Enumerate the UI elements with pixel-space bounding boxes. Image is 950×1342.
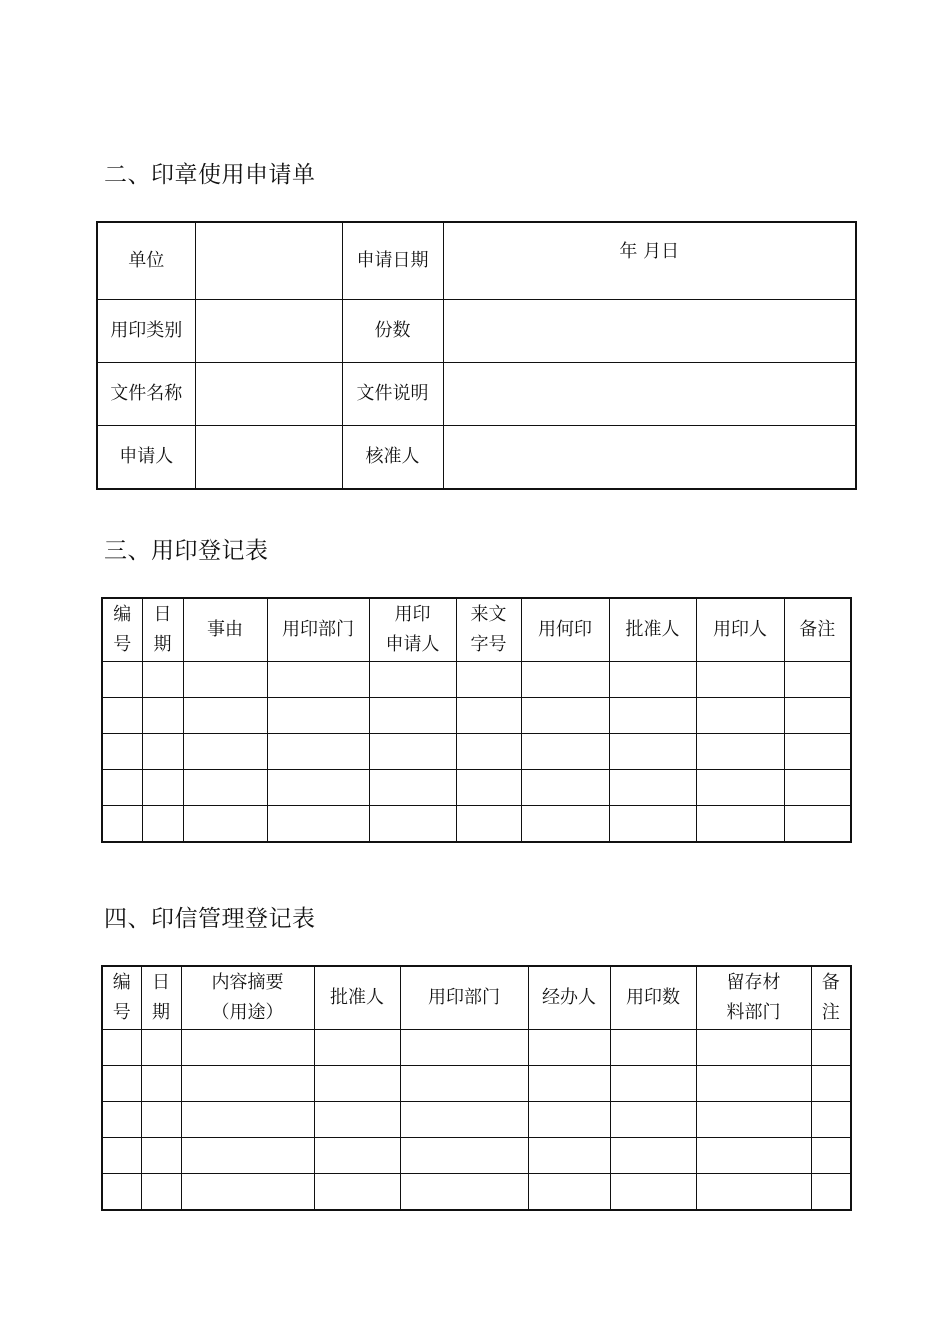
table-cell[interactable] bbox=[141, 1138, 181, 1174]
table-cell[interactable] bbox=[610, 1102, 696, 1138]
seal-application-form bbox=[96, 221, 857, 490]
table-cell[interactable] bbox=[610, 1138, 696, 1174]
section-4-title: 四、印信管理登记表 bbox=[104, 906, 316, 932]
table-cell[interactable] bbox=[102, 1030, 141, 1066]
table-row bbox=[102, 734, 851, 770]
col-header bbox=[102, 966, 141, 1030]
col-header: 经办人 bbox=[528, 966, 610, 1030]
table-row bbox=[102, 1174, 851, 1211]
table-cell[interactable] bbox=[400, 1066, 528, 1102]
table-header-row bbox=[102, 598, 851, 662]
table-row bbox=[102, 770, 851, 806]
table-cell[interactable] bbox=[314, 1066, 400, 1102]
table-cell[interactable] bbox=[528, 1102, 610, 1138]
col-header-line: 留存材 bbox=[726, 972, 781, 993]
table-cell[interactable] bbox=[696, 1066, 811, 1102]
col-header: 用印人 bbox=[696, 598, 784, 662]
label-applicant: 申请人 bbox=[97, 426, 195, 490]
table-cell[interactable] bbox=[183, 806, 267, 843]
table-cell[interactable] bbox=[696, 1174, 811, 1211]
table-cell[interactable] bbox=[314, 1030, 400, 1066]
col-header-line: 期 bbox=[152, 1002, 170, 1023]
label-unit: 单位 bbox=[97, 222, 195, 300]
col-header-line: 申请人 bbox=[385, 634, 440, 655]
table-cell[interactable] bbox=[811, 1066, 851, 1102]
table-cell[interactable] bbox=[181, 1138, 314, 1174]
table-row bbox=[102, 1030, 851, 1066]
col-header-line: 来文 bbox=[470, 604, 507, 625]
table-cell[interactable] bbox=[696, 734, 784, 770]
table-row bbox=[102, 1102, 851, 1138]
table-cell[interactable] bbox=[521, 770, 609, 806]
table-cell[interactable] bbox=[696, 806, 784, 843]
table-row bbox=[102, 1138, 851, 1174]
col-header-line: 号 bbox=[113, 634, 132, 655]
table-cell[interactable] bbox=[102, 1102, 141, 1138]
table-cell[interactable] bbox=[314, 1102, 400, 1138]
table-cell[interactable] bbox=[267, 806, 369, 843]
table-cell[interactable] bbox=[102, 1174, 141, 1211]
col-header: 批准人 bbox=[314, 966, 400, 1030]
table-cell[interactable] bbox=[181, 1030, 314, 1066]
table-cell[interactable] bbox=[696, 1138, 811, 1174]
seal-management-log-table bbox=[101, 965, 852, 1211]
col-header: 用何印 bbox=[521, 598, 609, 662]
table-cell[interactable] bbox=[696, 1030, 811, 1066]
col-header bbox=[181, 966, 314, 1030]
table-cell[interactable] bbox=[784, 734, 851, 770]
table-row bbox=[102, 698, 851, 734]
table-cell[interactable] bbox=[369, 698, 456, 734]
col-header bbox=[456, 598, 521, 662]
table-cell[interactable] bbox=[609, 770, 696, 806]
table-cell[interactable] bbox=[528, 1174, 610, 1211]
seal-usage-log-table bbox=[101, 597, 852, 843]
field-approver[interactable] bbox=[443, 426, 856, 490]
label-apply-date: 申请日期 bbox=[342, 222, 443, 300]
col-header-line: 用印 bbox=[394, 604, 431, 625]
col-header bbox=[696, 966, 811, 1030]
table-cell[interactable] bbox=[610, 1030, 696, 1066]
col-header: 备注 bbox=[784, 598, 851, 662]
field-copies[interactable] bbox=[443, 300, 856, 363]
table-cell[interactable] bbox=[181, 1066, 314, 1102]
table-cell[interactable] bbox=[811, 1102, 851, 1138]
col-header-line: 编 bbox=[112, 972, 131, 993]
col-header-line: 料部门 bbox=[726, 1002, 781, 1023]
field-doc-desc[interactable] bbox=[443, 363, 856, 426]
table-cell[interactable] bbox=[696, 662, 784, 698]
table-cell[interactable] bbox=[267, 698, 369, 734]
table-cell[interactable] bbox=[609, 698, 696, 734]
table-cell[interactable] bbox=[369, 734, 456, 770]
col-header: 用印部门 bbox=[400, 966, 528, 1030]
table-cell[interactable] bbox=[267, 770, 369, 806]
col-header-line: 字号 bbox=[470, 634, 507, 655]
table-cell[interactable] bbox=[181, 1174, 314, 1211]
table-cell[interactable] bbox=[181, 1102, 314, 1138]
table-cell[interactable] bbox=[456, 770, 521, 806]
table-row bbox=[102, 806, 851, 843]
table-cell[interactable] bbox=[609, 806, 696, 843]
table-cell[interactable] bbox=[609, 662, 696, 698]
table-cell[interactable] bbox=[521, 662, 609, 698]
table-cell[interactable] bbox=[141, 1174, 181, 1211]
field-seal-type[interactable] bbox=[195, 300, 342, 363]
table-cell[interactable] bbox=[696, 770, 784, 806]
table-cell[interactable] bbox=[521, 734, 609, 770]
col-header bbox=[142, 598, 183, 662]
table-cell[interactable] bbox=[521, 698, 609, 734]
table-cell[interactable] bbox=[142, 662, 183, 698]
table-cell[interactable] bbox=[141, 1030, 181, 1066]
table-cell[interactable] bbox=[696, 698, 784, 734]
table-cell[interactable] bbox=[267, 734, 369, 770]
table-row bbox=[102, 1066, 851, 1102]
table-cell[interactable] bbox=[784, 698, 851, 734]
table-cell[interactable] bbox=[456, 806, 521, 843]
table-cell[interactable] bbox=[369, 770, 456, 806]
col-header-line: 日 bbox=[153, 604, 172, 625]
col-header bbox=[369, 598, 456, 662]
col-header: 事由 bbox=[183, 598, 267, 662]
label-seal-type: 用印类别 bbox=[97, 300, 195, 363]
table-cell[interactable] bbox=[521, 806, 609, 843]
label-copies: 份数 bbox=[342, 300, 443, 363]
field-applicant[interactable] bbox=[195, 426, 342, 490]
col-header-line: 内容摘要 bbox=[211, 972, 284, 993]
table-cell[interactable] bbox=[528, 1066, 610, 1102]
table-cell[interactable] bbox=[102, 1138, 141, 1174]
table-cell[interactable] bbox=[610, 1066, 696, 1102]
table-cell[interactable] bbox=[267, 662, 369, 698]
table-cell[interactable] bbox=[142, 770, 183, 806]
table-cell[interactable] bbox=[102, 770, 142, 806]
table-cell[interactable] bbox=[456, 698, 521, 734]
table-cell[interactable] bbox=[400, 1030, 528, 1066]
col-header-line: 备 bbox=[821, 972, 840, 993]
table-cell[interactable] bbox=[102, 734, 142, 770]
table-cell[interactable] bbox=[696, 1102, 811, 1138]
col-header: 用印数 bbox=[610, 966, 696, 1030]
table-cell[interactable] bbox=[142, 734, 183, 770]
col-header: 用印部门 bbox=[267, 598, 369, 662]
table-cell[interactable] bbox=[183, 662, 267, 698]
table-cell[interactable] bbox=[811, 1030, 851, 1066]
table-cell[interactable] bbox=[610, 1174, 696, 1211]
table-cell[interactable] bbox=[102, 698, 142, 734]
col-header-line: 期 bbox=[153, 634, 172, 655]
table-cell[interactable] bbox=[369, 806, 456, 843]
table-cell[interactable] bbox=[142, 698, 183, 734]
table-cell[interactable] bbox=[369, 662, 456, 698]
table-cell[interactable] bbox=[183, 770, 267, 806]
col-header-line: 编 bbox=[113, 604, 132, 625]
table-cell[interactable] bbox=[314, 1138, 400, 1174]
table-cell[interactable] bbox=[609, 734, 696, 770]
table-row bbox=[102, 662, 851, 698]
col-header bbox=[811, 966, 851, 1030]
table-cell[interactable] bbox=[314, 1174, 400, 1211]
table-cell[interactable] bbox=[528, 1030, 610, 1066]
col-header-line: 注 bbox=[821, 1002, 840, 1023]
table-cell[interactable] bbox=[811, 1174, 851, 1211]
table-cell[interactable] bbox=[141, 1102, 181, 1138]
table-cell[interactable] bbox=[183, 734, 267, 770]
table-cell[interactable] bbox=[400, 1102, 528, 1138]
label-doc-name: 文件名称 bbox=[97, 363, 195, 426]
field-apply-date[interactable]: 年 月日 bbox=[443, 222, 856, 300]
table-cell[interactable] bbox=[183, 698, 267, 734]
col-header bbox=[141, 966, 181, 1030]
label-approver: 核准人 bbox=[342, 426, 443, 490]
table-cell[interactable] bbox=[141, 1066, 181, 1102]
col-header-line: （用途） bbox=[211, 1002, 284, 1023]
table-cell[interactable] bbox=[784, 770, 851, 806]
table-cell[interactable] bbox=[784, 806, 851, 843]
section-3-title: 三、用印登记表 bbox=[104, 538, 269, 564]
table-cell[interactable] bbox=[102, 806, 142, 843]
col-header: 批准人 bbox=[609, 598, 696, 662]
table-cell[interactable] bbox=[456, 734, 521, 770]
field-doc-name[interactable] bbox=[195, 363, 342, 426]
table-cell[interactable] bbox=[784, 662, 851, 698]
col-header-line: 日 bbox=[152, 972, 170, 993]
section-2-title: 二、印章使用申请单 bbox=[104, 162, 316, 188]
field-unit[interactable] bbox=[195, 222, 342, 300]
table-header-row bbox=[102, 966, 851, 1030]
col-header bbox=[102, 598, 142, 662]
label-doc-desc: 文件说明 bbox=[342, 363, 443, 426]
table-cell[interactable] bbox=[456, 662, 521, 698]
table-cell[interactable] bbox=[400, 1138, 528, 1174]
table-cell[interactable] bbox=[142, 806, 183, 843]
table-cell[interactable] bbox=[400, 1174, 528, 1211]
col-header-line: 号 bbox=[112, 1002, 131, 1023]
table-cell[interactable] bbox=[811, 1138, 851, 1174]
table-cell[interactable] bbox=[102, 662, 142, 698]
table-cell[interactable] bbox=[102, 1066, 141, 1102]
table-cell[interactable] bbox=[528, 1138, 610, 1174]
